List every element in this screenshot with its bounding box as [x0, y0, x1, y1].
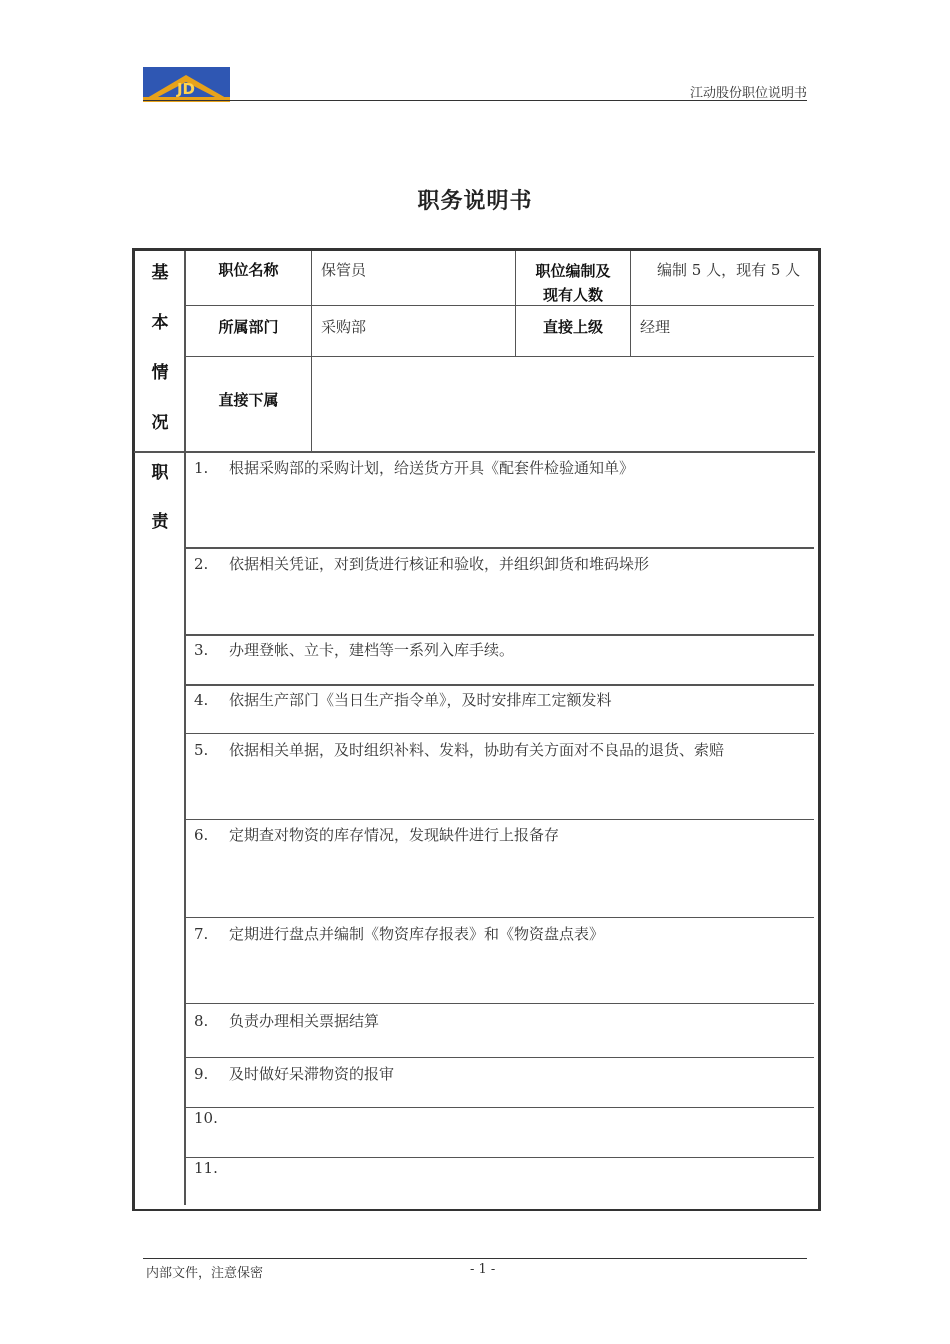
grid-line: [185, 1107, 814, 1108]
supervisor-value: 经理: [640, 318, 671, 336]
grid-line: [185, 1057, 814, 1058]
position-name-value: 保管员: [321, 261, 367, 279]
duty-item: [194, 639, 514, 660]
grid-line: [185, 684, 814, 686]
duty-number: 2.: [194, 555, 209, 573]
department-label: 所属部门: [218, 318, 279, 336]
duty-text: 及时做好呆滞物资的报审: [229, 1065, 395, 1083]
page-title: 职务说明书: [417, 189, 533, 214]
duty-item: [194, 1159, 229, 1177]
duty-text: 负责办理相关票据结算: [229, 1012, 380, 1030]
grid-line: [185, 733, 814, 734]
basic-section-char: 本: [151, 313, 169, 333]
duty-number: 5.: [194, 741, 209, 759]
supervisor-label: 直接上级: [542, 318, 603, 336]
grid-line: [630, 251, 631, 356]
headcount-label-line2: 现有人数: [542, 286, 603, 304]
duty-number: 8.: [194, 1012, 209, 1030]
basic-section-char: 况: [151, 413, 169, 433]
duty-number: 3.: [194, 641, 209, 659]
grid-line: [185, 1003, 814, 1004]
duty-item: [194, 1063, 394, 1084]
grid-line: [185, 819, 814, 820]
duty-number: 10.: [194, 1109, 218, 1127]
grid-line: [185, 917, 814, 918]
position-name-label: 职位名称: [218, 261, 279, 279]
department-value: 采购部: [321, 318, 367, 336]
duties-section-char: 职: [151, 463, 169, 483]
header-rule: [143, 100, 807, 101]
grid-line: [185, 356, 814, 357]
footer-confidential: 内部文件，注意保密: [146, 1266, 264, 1281]
duty-number: 4.: [194, 691, 209, 709]
section-rule: [134, 451, 815, 453]
basic-section-char: 情: [151, 363, 169, 383]
company-logo: [143, 67, 230, 102]
duty-number: 6.: [194, 826, 209, 844]
headcount-value: 编制 5 人，现有 5 人: [657, 261, 801, 279]
duty-item: [194, 457, 634, 478]
duty-item: [194, 553, 649, 574]
duty-text: 依据生产部门《当日生产指令单》，及时安排库工定额发料: [229, 691, 612, 709]
duty-text: 办理登帐、立卡，建档等一系列入库手续。: [229, 641, 515, 659]
duty-item: [194, 1109, 229, 1127]
grid-line: [185, 634, 814, 636]
duty-number: 11.: [194, 1159, 218, 1177]
duty-number: 7.: [194, 925, 209, 943]
logo-text: JD: [176, 80, 196, 98]
duty-item: [194, 739, 724, 760]
duty-text: 定期进行盘点并编制《物资库存报表》和《物资盘点表》: [229, 925, 605, 943]
duty-item: [194, 689, 612, 710]
footer-rule: [143, 1258, 807, 1259]
duty-number: 9.: [194, 1065, 209, 1083]
grid-line: [185, 1157, 814, 1158]
duty-item: [194, 824, 559, 845]
basic-section-char: 基: [151, 263, 169, 283]
subordinates-label: 直接下属: [218, 391, 279, 409]
duty-item: [194, 923, 604, 944]
headcount-label-line1: 职位编制及: [535, 262, 611, 280]
page-number: - 1 -: [470, 1262, 496, 1277]
grid-line: [185, 547, 814, 549]
duty-text: 依据相关单据，及时组织补料、发料，协助有关方面对不良品的退货、索赔: [229, 741, 725, 759]
duties-section-char: 责: [151, 512, 169, 532]
grid-line: [311, 251, 312, 451]
duty-text: 依据相关凭证，对到货进行核证和验收，并组织卸货和堆码垛形: [229, 555, 650, 573]
grid-line: [185, 305, 814, 306]
duty-number: 1.: [194, 459, 209, 477]
duty-text: 根据采购部的采购计划，给送货方开具《配套件检验通知单》: [229, 459, 635, 477]
duty-text: 定期查对物资的库存情况，发现缺件进行上报备存: [229, 826, 560, 844]
header-doc-name: 江动股份职位说明书: [689, 86, 807, 101]
headcount-label: [516, 259, 630, 307]
duty-item: [194, 1010, 379, 1031]
